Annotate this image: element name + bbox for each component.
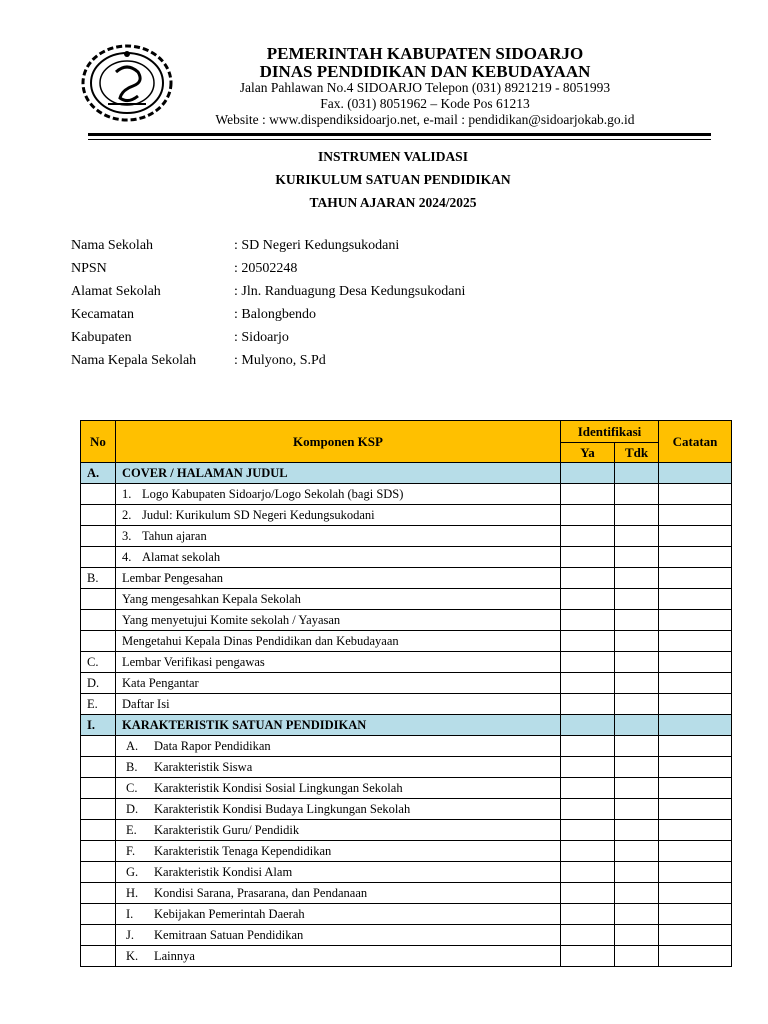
- row-number: [81, 904, 116, 925]
- ya-cell[interactable]: [561, 736, 615, 757]
- item-text: Yang menyetujui Komite sekolah / Yayasan: [122, 613, 341, 627]
- table-row: [81, 589, 732, 610]
- info-label: Kecamatan: [71, 307, 134, 322]
- ya-cell[interactable]: [561, 778, 615, 799]
- info-value: : 20502248: [234, 261, 298, 276]
- table-row: [81, 820, 732, 841]
- catatan-cell[interactable]: [659, 904, 732, 925]
- table-row: [81, 631, 732, 652]
- info-value: : Balongbendo: [234, 307, 317, 322]
- tdk-cell[interactable]: [615, 736, 659, 757]
- letterhead-divider-thin: [88, 139, 711, 140]
- ya-cell[interactable]: [561, 904, 615, 925]
- item-text: Lainnya: [154, 949, 195, 963]
- table-row: [81, 610, 732, 631]
- item-number: D.: [126, 802, 139, 816]
- ya-cell[interactable]: [561, 694, 615, 715]
- table-row: [81, 778, 732, 799]
- item-text: Yang mengesahkan Kepala Sekolah: [122, 592, 301, 606]
- row-component: [116, 904, 561, 925]
- item-text: Logo Kabupaten Sidoarjo/Logo Sekolah (bagi SDS): [142, 487, 404, 501]
- ya-cell[interactable]: [561, 547, 615, 568]
- catatan-cell[interactable]: [659, 799, 732, 820]
- item-text: Karakteristik Kondisi Budaya Lingkungan Sekolah: [154, 802, 411, 816]
- item-number: 3.: [122, 529, 132, 543]
- catatan-cell[interactable]: [659, 736, 732, 757]
- item-text: Judul: Kurikulum SD Negeri Kedungsukodani: [142, 508, 375, 522]
- row-number: [81, 547, 116, 568]
- tdk-cell[interactable]: [615, 610, 659, 631]
- table-row: [81, 925, 732, 946]
- table-row: [81, 694, 732, 715]
- letterhead-text: [185, 44, 665, 128]
- item-text: Tahun ajaran: [142, 529, 207, 543]
- row-component: [116, 673, 561, 694]
- tdk-cell[interactable]: [615, 526, 659, 547]
- row-component: [116, 505, 561, 526]
- table-row: [81, 547, 732, 568]
- item-number: G.: [126, 865, 139, 879]
- item-number: K.: [126, 949, 139, 963]
- tdk-cell[interactable]: [615, 547, 659, 568]
- table-row: [81, 673, 732, 694]
- row-number: A.: [81, 463, 116, 484]
- header-ya: Ya: [561, 443, 615, 463]
- table-row: [81, 862, 732, 883]
- item-text: Alamat sekolah: [142, 550, 221, 564]
- item-text: Karakteristik Siswa: [154, 760, 253, 774]
- ya-cell[interactable]: [561, 505, 615, 526]
- row-number: [81, 736, 116, 757]
- info-label: NPSN: [71, 261, 107, 276]
- address-line: Jalan Pahlawan No.4 SIDOARJO Telepon (031) 8921219 - 8051993: [239, 80, 611, 95]
- tdk-cell[interactable]: [615, 484, 659, 505]
- row-number: [81, 946, 116, 967]
- school-info: [71, 236, 465, 374]
- info-label: Nama Kepala Sekolah: [71, 353, 197, 368]
- catatan-cell[interactable]: [659, 925, 732, 946]
- item-text: COVER / HALAMAN JUDUL: [122, 466, 288, 480]
- tdk-cell[interactable]: [615, 463, 659, 484]
- item-text: Lembar Verifikasi pengawas: [122, 655, 265, 669]
- info-row: [71, 259, 465, 282]
- row-number: [81, 799, 116, 820]
- government-name: PEMERINTAH KABUPATEN SIDOARJO: [266, 44, 584, 63]
- item-text: Kemitraan Satuan Pendidikan: [154, 928, 304, 942]
- ya-cell[interactable]: [561, 652, 615, 673]
- ya-cell[interactable]: [561, 946, 615, 967]
- catatan-cell[interactable]: [659, 862, 732, 883]
- title-line-3: TAHUN AJARAN 2024/2025: [309, 195, 477, 210]
- row-number: C.: [81, 652, 116, 673]
- tdk-cell[interactable]: [615, 862, 659, 883]
- table-row: [81, 799, 732, 820]
- row-number: [81, 925, 116, 946]
- tdk-cell[interactable]: [615, 568, 659, 589]
- row-number: [81, 505, 116, 526]
- row-component: [116, 589, 561, 610]
- item-text: Karakteristik Tenaga Kependidikan: [154, 844, 332, 858]
- item-number: 1.: [122, 487, 132, 501]
- row-number: [81, 820, 116, 841]
- tdk-cell[interactable]: [615, 778, 659, 799]
- item-text: Kondisi Sarana, Prasarana, dan Pendanaan: [154, 886, 368, 900]
- table-row: [81, 463, 732, 484]
- tdk-cell[interactable]: [615, 631, 659, 652]
- ya-cell[interactable]: [561, 526, 615, 547]
- header-catatan: Catatan: [659, 421, 732, 463]
- row-number: [81, 757, 116, 778]
- row-component: [116, 694, 561, 715]
- tdk-cell[interactable]: [615, 820, 659, 841]
- row-number: [81, 484, 116, 505]
- row-component: [116, 463, 561, 484]
- row-number: [81, 883, 116, 904]
- item-number: E.: [126, 823, 137, 837]
- info-row: [71, 305, 465, 328]
- catatan-cell[interactable]: [659, 673, 732, 694]
- item-text: Data Rapor Pendidikan: [154, 739, 271, 753]
- ya-cell[interactable]: [561, 673, 615, 694]
- title-line-1: INSTRUMEN VALIDASI: [318, 149, 468, 164]
- row-component: [116, 778, 561, 799]
- info-label: Kabupaten: [71, 330, 132, 345]
- row-component: [116, 820, 561, 841]
- table-row: [81, 883, 732, 904]
- row-number: [81, 589, 116, 610]
- catatan-cell[interactable]: [659, 778, 732, 799]
- catatan-cell[interactable]: [659, 946, 732, 967]
- item-number: I.: [126, 907, 134, 921]
- row-number: [81, 778, 116, 799]
- row-component: [116, 484, 561, 505]
- tdk-cell[interactable]: [615, 652, 659, 673]
- info-value: : Sidoarjo: [234, 330, 289, 345]
- table-row: [81, 505, 732, 526]
- website-line: Website : www.dispendiksidoarjo.net, e-mail : pendidikan@sidoarjokab.go.id: [215, 112, 635, 127]
- item-number: F.: [126, 844, 136, 858]
- item-number: J.: [126, 928, 134, 942]
- item-text: Kata Pengantar: [122, 676, 199, 690]
- item-text: Mengetahui Kepala Dinas Pendidikan dan Kebudayaan: [122, 634, 399, 648]
- info-value: : Mulyono, S.Pd: [234, 353, 326, 368]
- table-row: [81, 841, 732, 862]
- item-text: Daftar Isi: [122, 697, 170, 711]
- catatan-cell[interactable]: [659, 568, 732, 589]
- catatan-cell[interactable]: [659, 652, 732, 673]
- row-number: [81, 526, 116, 547]
- row-number: D.: [81, 673, 116, 694]
- ya-cell[interactable]: [561, 757, 615, 778]
- table-row: [81, 904, 732, 925]
- row-component: [116, 925, 561, 946]
- catatan-cell[interactable]: [659, 694, 732, 715]
- ya-cell[interactable]: [561, 820, 615, 841]
- ya-cell[interactable]: [561, 715, 615, 736]
- item-text: KARAKTERISTIK SATUAN PENDIDIKAN: [122, 718, 367, 732]
- catatan-cell[interactable]: [659, 463, 732, 484]
- tdk-cell[interactable]: [615, 673, 659, 694]
- info-row: [71, 236, 465, 259]
- catatan-cell[interactable]: [659, 715, 732, 736]
- tdk-cell[interactable]: [615, 925, 659, 946]
- header-identifikasi: Identifikasi: [561, 421, 659, 443]
- row-component: [116, 652, 561, 673]
- info-value: : Jln. Randuagung Desa Kedungsukodani: [234, 284, 466, 299]
- ya-cell[interactable]: [561, 463, 615, 484]
- row-component: [116, 715, 561, 736]
- letterhead-divider: [88, 133, 711, 136]
- catatan-cell[interactable]: [659, 547, 732, 568]
- row-number: [81, 862, 116, 883]
- row-number: [81, 631, 116, 652]
- ya-cell[interactable]: [561, 799, 615, 820]
- fax-line: Fax. (031) 8051962 – Kode Pos 61213: [320, 96, 530, 111]
- catatan-cell[interactable]: [659, 589, 732, 610]
- tdk-cell[interactable]: [615, 505, 659, 526]
- ya-cell[interactable]: [561, 484, 615, 505]
- row-component: [116, 799, 561, 820]
- tdk-cell[interactable]: [615, 904, 659, 925]
- header-tdk: Tdk: [615, 443, 659, 463]
- row-number: [81, 610, 116, 631]
- item-number: H.: [126, 886, 139, 900]
- catatan-cell[interactable]: [659, 883, 732, 904]
- tdk-cell[interactable]: [615, 694, 659, 715]
- row-component: [116, 526, 561, 547]
- table-row: [81, 946, 732, 967]
- info-label: Nama Sekolah: [71, 238, 154, 253]
- info-row: [71, 351, 465, 374]
- item-text: Lembar Pengesahan: [122, 571, 224, 585]
- row-number: [81, 841, 116, 862]
- table-body: [81, 463, 732, 967]
- row-number: B.: [81, 568, 116, 589]
- catatan-cell[interactable]: [659, 484, 732, 505]
- table-row: [81, 715, 732, 736]
- row-component: [116, 862, 561, 883]
- ya-cell[interactable]: [561, 925, 615, 946]
- header-no: No: [81, 421, 116, 463]
- row-number: E.: [81, 694, 116, 715]
- catatan-cell[interactable]: [659, 610, 732, 631]
- validation-table: [80, 420, 732, 967]
- tdk-cell[interactable]: [615, 841, 659, 862]
- header-komponen: Komponen KSP: [116, 421, 561, 463]
- row-component: [116, 883, 561, 904]
- item-text: Karakteristik Guru/ Pendidik: [154, 823, 300, 837]
- info-value: : SD Negeri Kedungsukodani: [234, 238, 400, 253]
- row-component: [116, 841, 561, 862]
- ya-cell[interactable]: [561, 862, 615, 883]
- item-number: B.: [126, 760, 138, 774]
- title-line-2: KURIKULUM SATUAN PENDIDIKAN: [275, 172, 511, 187]
- row-component: [116, 568, 561, 589]
- tdk-cell[interactable]: [615, 715, 659, 736]
- sidoarjo-emblem-icon: [78, 42, 176, 124]
- ya-cell[interactable]: [561, 610, 615, 631]
- row-component: [116, 547, 561, 568]
- item-number: 4.: [122, 550, 132, 564]
- catatan-cell[interactable]: [659, 757, 732, 778]
- ya-cell[interactable]: [561, 589, 615, 610]
- ya-cell[interactable]: [561, 631, 615, 652]
- catatan-cell[interactable]: [659, 526, 732, 547]
- row-component: [116, 631, 561, 652]
- item-text: Karakteristik Kondisi Sosial Lingkungan Sekolah: [154, 781, 403, 795]
- ya-cell[interactable]: [561, 883, 615, 904]
- table-row: [81, 736, 732, 757]
- tdk-cell[interactable]: [615, 946, 659, 967]
- item-text: Kebijakan Pemerintah Daerah: [154, 907, 305, 921]
- row-number: I.: [81, 715, 116, 736]
- document-title: [0, 148, 768, 217]
- letterhead: [0, 0, 768, 150]
- table-row: [81, 568, 732, 589]
- table-row: [81, 757, 732, 778]
- row-component: [116, 757, 561, 778]
- row-component: [116, 946, 561, 967]
- catatan-cell[interactable]: [659, 631, 732, 652]
- item-number: C.: [126, 781, 138, 795]
- catatan-cell[interactable]: [659, 841, 732, 862]
- row-component: [116, 736, 561, 757]
- catatan-cell[interactable]: [659, 820, 732, 841]
- tdk-cell[interactable]: [615, 589, 659, 610]
- info-label: Alamat Sekolah: [71, 284, 161, 299]
- catatan-cell[interactable]: [659, 505, 732, 526]
- department-name: DINAS PENDIDIKAN DAN KEBUDAYAAN: [259, 62, 591, 81]
- table-row: [81, 652, 732, 673]
- info-row: [71, 282, 465, 305]
- tdk-cell[interactable]: [615, 757, 659, 778]
- item-number: A.: [126, 739, 139, 753]
- row-component: [116, 610, 561, 631]
- tdk-cell[interactable]: [615, 799, 659, 820]
- info-row: [71, 328, 465, 351]
- tdk-cell[interactable]: [615, 883, 659, 904]
- table-row: [81, 526, 732, 547]
- ya-cell[interactable]: [561, 568, 615, 589]
- item-number: 2.: [122, 508, 132, 522]
- item-text: Karakteristik Kondisi Alam: [154, 865, 293, 879]
- table-row: [81, 484, 732, 505]
- ya-cell[interactable]: [561, 841, 615, 862]
